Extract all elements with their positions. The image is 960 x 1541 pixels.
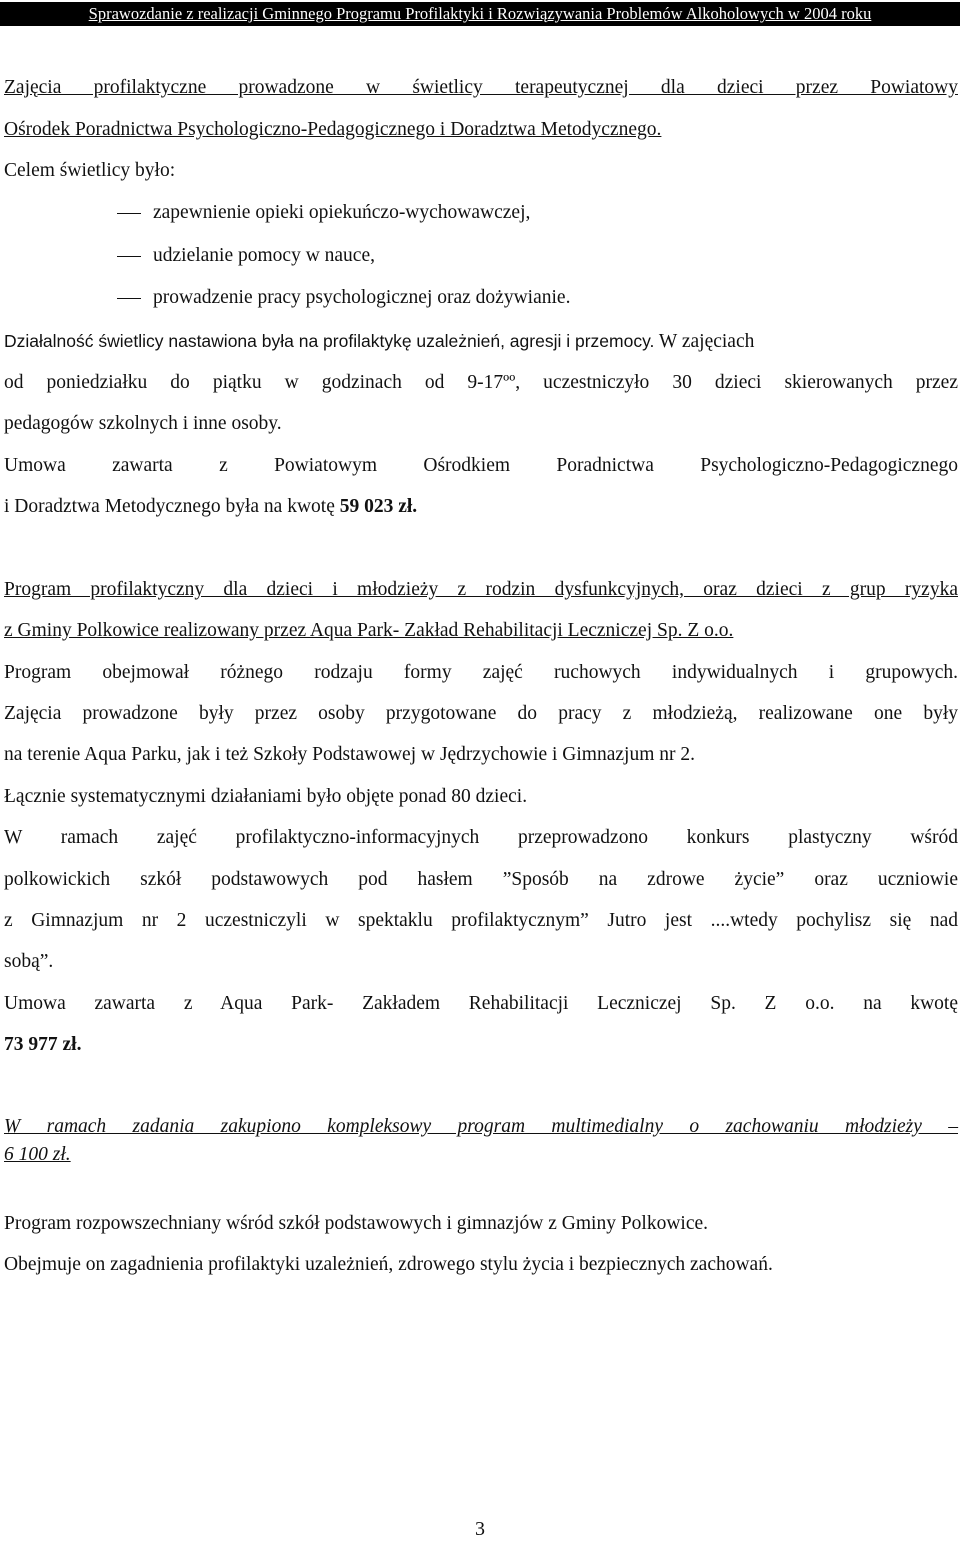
s2-line-5: na terenie Aqua Parku, jak i też Szkoły Podstawowej w Jędrzychowie i Gimnazjum nr 2.: [4, 744, 695, 765]
page-number: 3: [475, 1518, 485, 1540]
s2-amount: 73 977 zł.: [4, 1034, 82, 1055]
s2-line-1: Program profilaktyczny dla dzieci i młodzieży z rodzin dysfunkcyjnych, oraz dzieci z grup ryzyka: [4, 579, 958, 600]
s2-line-7: W ramach zajęć profilaktyczno-informacyjnych przeprowadzono konkurs plastyczny wśród: [4, 827, 958, 848]
s1-line-1: Zajęcia profilaktyczne prowadzone w świetlicy terapeutycznej dla dzieci przez Powiatowy: [4, 77, 958, 98]
s2-line-11: Umowa zawarta z Aqua Park- Zakładem Rehabilitacji Leczniczej Sp. Z o.o. na kwotę: [4, 993, 958, 1014]
dash-icon: [117, 213, 141, 214]
s3-line-3: Program rozpowszechniany wśród szkół podstawowych i gimnazjów z Gminy Polkowice.: [4, 1213, 709, 1234]
s2-line-4: Zajęcia prowadzone były przez osoby przygotowane do pracy z młodzieżą, realizowane one były: [4, 703, 958, 724]
s1-contract-text: i Doradztwa Metodycznego była na kwotę: [4, 496, 340, 517]
s2-line-8: polkowickich szkół podstawowych pod hasłem ”Sposób na zdrowe życie” oraz uczniowie: [4, 869, 958, 890]
s1-line-7: Umowa zawarta z Powiatowym Ośrodkiem Poradnictwa Psychologiczno-Pedagogicznego: [4, 455, 958, 476]
s1-line-2: Ośrodek Poradnictwa Psychologiczno-Pedagogicznego i Doradztwa Metodycznego.: [4, 119, 662, 140]
s3-line-1: W ramach zadania zakupiono kompleksowy program multimedialny o zachowaniu młodzieży –: [4, 1116, 958, 1137]
bullet-item: zapewnienie opieki opiekuńczo-wychowawczej,: [153, 202, 531, 223]
s3-line-4: Obejmuje on zagadnienia profilaktyki uzależnień, zdrowego stylu życia i bezpiecznych zachowań.: [4, 1254, 773, 1275]
dash-icon: [117, 298, 141, 299]
s1-line-3: Celem świetlicy było:: [4, 160, 176, 181]
s1-line-5: od poniedziałku do piątku w godzinach od 9-17ºº, uczestniczyło 30 dzieci skierowanych przez: [4, 372, 958, 393]
s1-line-4: [4, 328, 958, 355]
s3-line-2: 6 100 zł.: [4, 1144, 71, 1165]
s2-line-6: Łącznie systematycznymi działaniami było objęte ponad 80 dzieci.: [4, 786, 528, 807]
dash-icon: [117, 256, 141, 257]
s2-line-9: z Gimnazjum nr 2 uczestniczyli w spektaklu profilaktycznym” Jutro jest ....wtedy pochylisz się nad: [4, 910, 958, 931]
s1-line-4-activity: Działalność świetlicy nastawiona była na profilaktykę uzależnień, agresji i przemocy.: [4, 331, 655, 351]
s2-line-10: sobą”.: [4, 951, 54, 972]
s1-line-8: [4, 494, 958, 520]
bullet-item: prowadzenie pracy psychologicznej oraz dożywianie.: [153, 287, 571, 308]
s1-line-4-classes: W zajęciach: [654, 331, 755, 352]
running-header: Sprawozdanie z realizacji Gminnego Programu Profilaktyki i Rozwiązywania Problemów Alkoholowych w 2004 roku: [0, 2, 960, 26]
s1-amount: 59 023 zł.: [339, 496, 418, 517]
s2-line-12: [4, 1032, 958, 1058]
s2-line-3: Program obejmował różnego rodzaju formy zajęć ruchowych indywidualnych i grupowych.: [4, 662, 958, 683]
s1-line-6: pedagogów szkolnych i inne osoby.: [4, 413, 282, 434]
s2-line-2: z Gminy Polkowice realizowany przez Aqua Park- Zakład Rehabilitacji Leczniczej Sp. Z o.o.: [4, 620, 734, 641]
bullet-item: udzielanie pomocy w nauce,: [153, 245, 375, 266]
